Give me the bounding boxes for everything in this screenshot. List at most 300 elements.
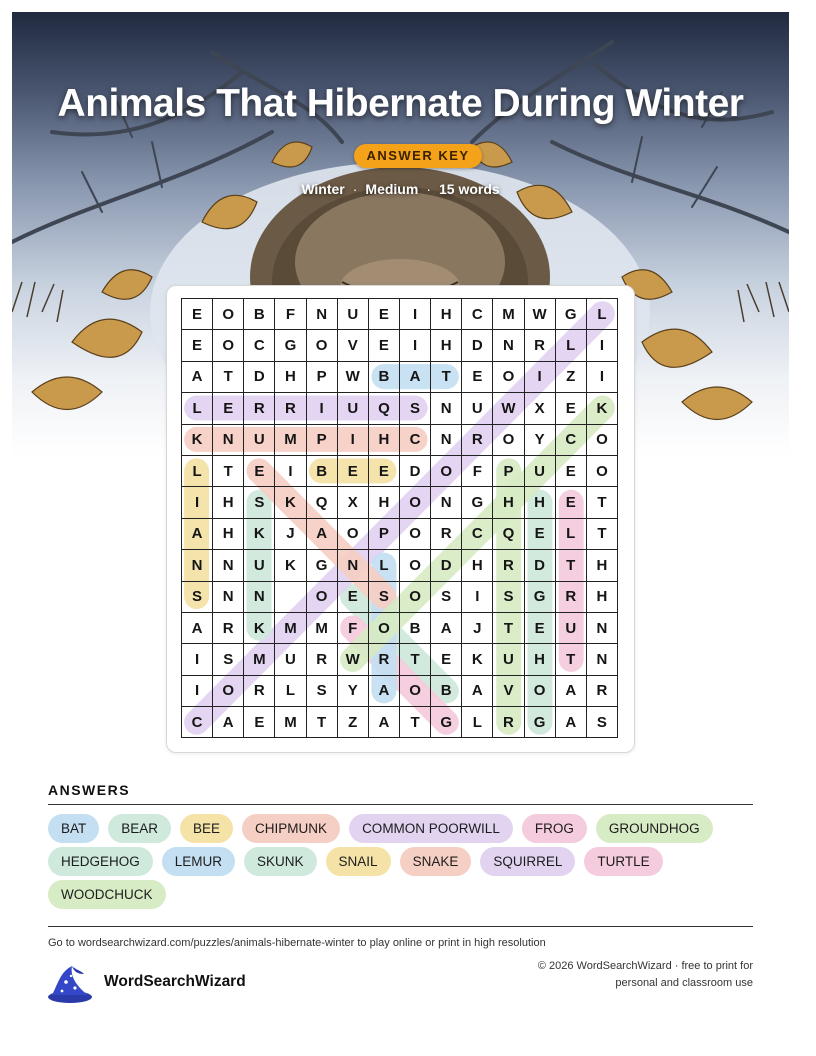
grid-letter: R (503, 556, 514, 574)
grid-letter: K (471, 650, 483, 668)
grid-row (182, 612, 618, 643)
grid-cell (244, 424, 275, 455)
grid-letter: L (597, 305, 607, 323)
grid-letter: A (222, 713, 234, 731)
grid-cell (182, 455, 213, 486)
grid-cell (555, 675, 586, 706)
grid-cell (213, 455, 244, 486)
grid-cell (368, 299, 399, 330)
grid-cell (586, 455, 617, 486)
grid-letter: E (347, 462, 358, 480)
grid-cell (275, 644, 306, 675)
grid-cell (182, 518, 213, 549)
grid-cell (337, 644, 368, 675)
grid-letter: N (347, 556, 359, 574)
grid-letter: R (253, 682, 265, 700)
grid-letter: C (191, 713, 203, 731)
grid-letter: F (472, 462, 482, 480)
grid-cell (493, 361, 524, 392)
grid-letter: O (409, 588, 421, 606)
meta-separator: · (426, 181, 431, 197)
grid-cell (586, 330, 617, 361)
grid-cell (368, 518, 399, 549)
grid-letter: R (222, 619, 234, 637)
grid-letter: H (534, 494, 546, 512)
answer-list (48, 814, 753, 909)
grid-row (182, 299, 618, 330)
grid-cell (244, 361, 275, 392)
grid-cell (182, 675, 213, 706)
grid-cell (306, 299, 337, 330)
grid-cell (368, 393, 399, 424)
grid-letter: N (222, 431, 234, 449)
grid-cell (555, 455, 586, 486)
grid-letter: W (532, 305, 547, 323)
grid-cell (306, 644, 337, 675)
grid-letter: K (253, 525, 265, 543)
grid-letter: L (192, 399, 202, 417)
answer-chip: SNAKE (400, 847, 472, 876)
grid-cell (431, 330, 462, 361)
grid-letter: G (471, 494, 484, 512)
grid-letter: S (596, 713, 607, 731)
grid-letter: T (410, 713, 420, 731)
grid-letter: U (253, 556, 265, 574)
grid-cell (493, 612, 524, 643)
grid-cell (275, 330, 306, 361)
grid-cell (462, 299, 493, 330)
grid-letter: T (317, 713, 327, 731)
grid-cell (182, 487, 213, 518)
puzzle-theme: Winter (301, 181, 345, 197)
grid-letter: I (194, 682, 200, 700)
grid-letter: N (316, 305, 328, 323)
grid-letter: X (534, 399, 545, 417)
grid-letter: O (346, 525, 359, 543)
grid-letter: D (409, 462, 421, 480)
grid-letter: E (534, 525, 545, 543)
grid-cell (244, 299, 275, 330)
grid-cell (524, 675, 555, 706)
grid-letter: R (285, 399, 296, 417)
grid-cell (524, 393, 555, 424)
grid-cell (462, 361, 493, 392)
grid-letter: A (191, 368, 203, 386)
grid-cell (244, 707, 275, 738)
grid-cell (275, 361, 306, 392)
grid-letter: U (565, 619, 577, 637)
grid-cell (399, 644, 430, 675)
grid-cell (586, 487, 617, 518)
grid-cell (244, 518, 275, 549)
grid-cell (337, 612, 368, 643)
grid-cell (275, 299, 306, 330)
grid-cell (213, 299, 244, 330)
grid-cell (306, 361, 337, 392)
grid-cell (306, 581, 337, 612)
grid-letter: E (223, 399, 234, 417)
grid-cell (524, 299, 555, 330)
grid-cell (337, 299, 368, 330)
grid-letter: T (441, 368, 451, 386)
grid-cell (244, 550, 275, 581)
grid-letter: X (347, 494, 358, 512)
grid-cell (368, 644, 399, 675)
grid-letter: I (350, 431, 355, 449)
grid-cell (275, 612, 306, 643)
grid-letter: A (378, 682, 390, 700)
grid-letter: A (316, 525, 328, 543)
answer-chip: COMMON POORWILL (349, 814, 513, 843)
grid-cell (462, 675, 493, 706)
grid-cell (399, 675, 430, 706)
grid-letter: G (284, 337, 297, 355)
grid-letter: O (502, 368, 515, 386)
grid-letter: J (473, 619, 482, 637)
grid-cell (586, 675, 617, 706)
grid-letter: D (471, 337, 483, 355)
footer-link-text[interactable]: Go to wordsearchwizard.com/puzzles/animals-hibernate-winter to play online or print in high resolution (48, 937, 546, 949)
grid-cell (462, 393, 493, 424)
grid-cell (399, 612, 430, 643)
grid-letter: G (533, 713, 546, 731)
grid-letter: K (285, 556, 296, 574)
answer-chip: SKUNK (244, 847, 317, 876)
grid-cell (182, 424, 213, 455)
grid-cell (431, 550, 462, 581)
grid-letter: L (285, 682, 296, 700)
grid-cell (493, 487, 524, 518)
grid-letter: L (192, 462, 202, 480)
grid-letter: E (378, 462, 389, 480)
grid-row (182, 424, 618, 455)
grid-letter: E (378, 305, 389, 323)
puzzle-difficulty: Medium (365, 181, 419, 197)
grid-cell (431, 299, 462, 330)
grid-letter: R (565, 588, 577, 606)
grid-cell (244, 644, 275, 675)
grid-letter: H (596, 556, 608, 574)
grid-cell (399, 361, 430, 392)
grid-cell (337, 487, 368, 518)
grid-letter: O (440, 462, 453, 480)
grid-letter: O (222, 682, 235, 700)
answer-chip: TURTLE (584, 847, 662, 876)
grid-cell (493, 455, 524, 486)
wizard-hat-icon (46, 964, 94, 1009)
grid-cell (399, 299, 430, 330)
grid-letter: P (378, 525, 389, 543)
grid-cell (431, 518, 462, 549)
grid-letter: O (596, 462, 608, 480)
grid-cell (493, 581, 524, 612)
grid-letter: E (472, 368, 483, 386)
grid-cell (213, 518, 244, 549)
grid-letter: E (192, 337, 203, 355)
grid-cell (555, 361, 586, 392)
grid-letter: A (565, 713, 577, 731)
grid-cell (213, 707, 244, 738)
grid-cell (493, 518, 524, 549)
grid-letter: A (378, 713, 390, 731)
grid-cell (213, 644, 244, 675)
grid-cell (213, 330, 244, 361)
grid-cell (524, 361, 555, 392)
grid-letter: S (410, 399, 421, 417)
answers-heading: ANSWERS (48, 782, 131, 798)
grid-cell (431, 487, 462, 518)
grid-cell (213, 581, 244, 612)
grid-cell (586, 612, 617, 643)
grid-cell (431, 361, 462, 392)
grid-cell (493, 393, 524, 424)
grid-letter: A (191, 525, 203, 543)
grid-letter: E (347, 588, 358, 606)
grid-cell (524, 330, 555, 361)
grid-cell (182, 330, 213, 361)
grid-cell (368, 361, 399, 392)
grid-letter: T (566, 556, 576, 574)
footer-divider (48, 926, 753, 927)
grid-cell (586, 361, 617, 392)
grid-letter: Y (347, 682, 358, 700)
grid-cell (493, 330, 524, 361)
grid-letter: I (599, 337, 604, 355)
grid-letter: V (347, 337, 358, 355)
grid-cell (493, 675, 524, 706)
grid-letter: T (503, 619, 514, 637)
grid-letter: H (378, 494, 390, 512)
grid-letter: F (285, 305, 296, 323)
grid-cell (275, 581, 306, 612)
grid-cell (213, 550, 244, 581)
grid-cell (399, 518, 430, 549)
grid-cell (555, 707, 586, 738)
grid-letter: H (222, 494, 234, 512)
grid-letter: F (348, 619, 358, 637)
grid-letter: O (315, 588, 328, 606)
grid-cell (586, 424, 617, 455)
grid-letter: O (222, 305, 235, 323)
grid-cell (462, 330, 493, 361)
grid-cell (555, 299, 586, 330)
answer-chip: BAT (48, 814, 99, 843)
grid-cell (275, 455, 306, 486)
grid-cell (368, 707, 399, 738)
grid-letter: S (441, 588, 452, 606)
grid-letter: S (503, 588, 514, 606)
grid-letter: K (191, 431, 203, 449)
grid-letter: A (565, 682, 577, 700)
grid-letter: R (596, 682, 608, 700)
grid-cell (213, 393, 244, 424)
grid-cell (524, 612, 555, 643)
grid-letter: M (284, 713, 297, 731)
grid-letter: H (534, 650, 546, 668)
grid-letter: O (533, 682, 546, 700)
grid-letter: Q (378, 399, 390, 417)
grid-letter: E (441, 650, 452, 668)
grid-cell (244, 612, 275, 643)
grid-cell (586, 581, 617, 612)
answer-chip: HEDGEHOG (48, 847, 153, 876)
grid-letter: U (253, 431, 265, 449)
grid-cell (524, 424, 555, 455)
grid-letter: I (194, 650, 200, 668)
meta-separator: · (352, 181, 358, 197)
grid-cell (555, 550, 586, 581)
grid-cell (524, 487, 555, 518)
grid-cell (213, 361, 244, 392)
grid-cell (368, 581, 399, 612)
grid-letter: Z (566, 368, 576, 386)
grid-row (182, 487, 618, 518)
grid-letter: L (566, 525, 576, 543)
grid-letter: E (534, 619, 545, 637)
grid-letter: S (223, 650, 234, 668)
puzzle-word-count: 15 words (438, 181, 500, 197)
grid-letter: O (409, 682, 421, 700)
grid-letter: R (316, 650, 328, 668)
grid-cell (399, 581, 430, 612)
grid-row (182, 707, 618, 738)
grid-row (182, 330, 618, 361)
grid-letter: N (191, 556, 203, 574)
grid-letter: K (596, 399, 608, 417)
grid-letter: O (315, 337, 328, 355)
grid-letter: H (471, 556, 483, 574)
grid-letter: O (502, 431, 515, 449)
grid-letter: N (440, 494, 452, 512)
grid-cell (182, 299, 213, 330)
grid-letter: O (409, 556, 421, 574)
grid-letter: T (223, 462, 233, 480)
grid-letter: I (599, 368, 604, 386)
grid-letter: P (316, 368, 327, 386)
grid-cell (368, 455, 399, 486)
grid-cell (244, 330, 275, 361)
grid-letter: I (412, 305, 418, 323)
grid-row (182, 550, 618, 581)
grid-letter: T (597, 525, 607, 543)
grid-cell (275, 487, 306, 518)
grid-cell (337, 550, 368, 581)
grid-letter: I (412, 337, 418, 355)
grid-letter: M (315, 619, 328, 637)
grid-cell (555, 393, 586, 424)
grid-cell (182, 707, 213, 738)
grid-cell (555, 581, 586, 612)
grid-letter: M (502, 305, 515, 323)
grid-letter: T (566, 650, 576, 668)
grid-letter: M (284, 619, 297, 637)
grid-letter: U (471, 399, 483, 417)
grid-cell (337, 393, 368, 424)
grid-cell (306, 518, 337, 549)
grid-cell (462, 612, 493, 643)
grid-letter: D (440, 556, 452, 574)
grid-cell (275, 550, 306, 581)
grid-cell (244, 487, 275, 518)
grid-letter: K (285, 494, 296, 512)
grid-cell (337, 707, 368, 738)
grid-cell (368, 675, 399, 706)
grid-letter: Z (348, 713, 358, 731)
grid-cell (524, 644, 555, 675)
grid-letter: N (253, 588, 265, 606)
grid-letter: H (440, 337, 452, 355)
grid-letter: E (192, 305, 203, 323)
grid-letter: K (253, 619, 265, 637)
answer-chip: WOODCHUCK (48, 880, 166, 909)
grid-cell (368, 612, 399, 643)
grid-cell (306, 612, 337, 643)
grid-letter: B (253, 305, 265, 323)
grid-letter: B (316, 462, 328, 480)
word-search-grid (181, 298, 618, 738)
grid-letter: C (471, 305, 483, 323)
grid-row (182, 455, 618, 486)
grid-letter: H (378, 431, 390, 449)
grid-letter: A (471, 682, 483, 700)
grid-cell (555, 612, 586, 643)
grid-cell (213, 487, 244, 518)
grid-cell (493, 550, 524, 581)
grid-letter: H (222, 525, 234, 543)
grid-cell (555, 518, 586, 549)
answers-divider (48, 804, 753, 805)
grid-cell (431, 707, 462, 738)
grid-cell (182, 393, 213, 424)
grid-letter: U (534, 462, 546, 480)
grid-letter: W (345, 368, 360, 386)
grid-cell (182, 644, 213, 675)
grid-cell (275, 707, 306, 738)
grid-cell (337, 424, 368, 455)
grid-cell (493, 707, 524, 738)
grid-row (182, 644, 618, 675)
grid-letter: N (596, 619, 608, 637)
grid-letter: P (316, 431, 327, 449)
grid-letter: S (254, 494, 265, 512)
grid-letter: N (222, 588, 234, 606)
grid-cell (306, 393, 337, 424)
grid-cell (368, 330, 399, 361)
grid-letter: H (596, 588, 608, 606)
grid-letter: M (253, 650, 266, 668)
grid-cell (586, 299, 617, 330)
grid-letter: I (319, 399, 324, 417)
grid-letter: U (503, 650, 514, 668)
grid-cell (182, 581, 213, 612)
grid-cell (462, 581, 493, 612)
answer-chip: LEMUR (162, 847, 235, 876)
grid-cell (524, 518, 555, 549)
answer-chip: GROUNDHOG (596, 814, 713, 843)
grid-letter: E (254, 713, 265, 731)
grid-cell (337, 455, 368, 486)
grid-letter: D (253, 368, 265, 386)
grid-cell (306, 707, 337, 738)
grid-letter: N (440, 431, 452, 449)
copyright-text: © 2026 WordSearchWizard · free to print for personal and classroom use (537, 960, 753, 989)
grid-cell (213, 424, 244, 455)
grid-cell (306, 675, 337, 706)
grid-cell (182, 361, 213, 392)
grid-letter: E (565, 462, 576, 480)
grid-letter: W (501, 399, 516, 417)
grid-cell (431, 675, 462, 706)
